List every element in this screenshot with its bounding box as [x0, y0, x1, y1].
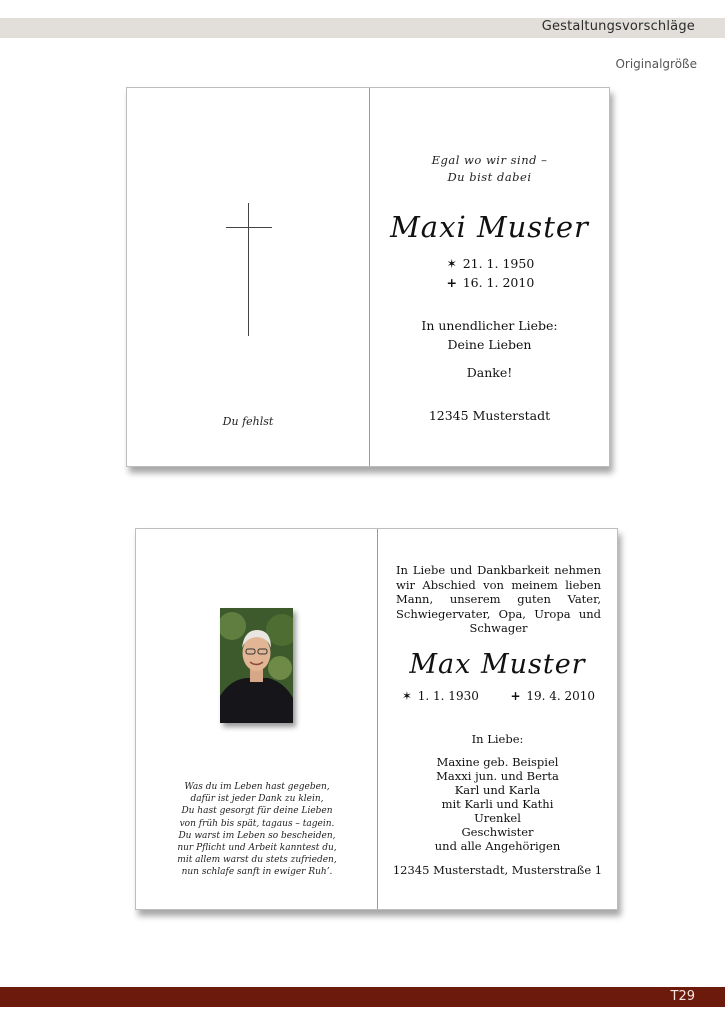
mourner-line: Maxxi jun. und Berta — [436, 769, 559, 783]
poem-line: von früh bis spät, tagaus – tagein. — [179, 818, 335, 829]
card2-right-panel — [378, 529, 617, 909]
mourner-line: Maxine geb. Beispiel — [436, 755, 559, 769]
poem-line: Du warst im Leben so bescheiden, — [178, 830, 336, 841]
life-dates — [370, 254, 609, 292]
motto-line-2: Du bist dabei — [447, 170, 532, 184]
motto — [370, 152, 609, 186]
life-dates — [378, 689, 617, 703]
birth-date: 21. 1. 1950 — [462, 256, 535, 271]
mourners-list — [378, 755, 617, 853]
death-cross-icon: + — [510, 689, 521, 703]
mourner-line: Urenkel — [474, 811, 521, 825]
deceased-name: Max Muster — [409, 649, 586, 680]
farewell-intro: In Liebe und Dankbarkeit nehmen wir Abschied von meinem lieben Mann, unserem guten Vater, Schwiegervater, Opa, Uropa und Schwager — [396, 563, 601, 635]
death-date: 16. 1. 2010 — [462, 275, 535, 290]
birth-line — [370, 254, 609, 273]
portrait-illustration — [220, 608, 293, 723]
in-love-heading: In Liebe: — [471, 732, 524, 746]
card1-right-panel — [370, 88, 609, 466]
mourner-line: mit Karli und Kathi — [441, 797, 554, 811]
birth-star-icon: ✶ — [401, 689, 412, 703]
thanks-text: Danke! — [466, 365, 513, 380]
mourner-line: und alle Angehörigen — [434, 839, 561, 853]
mourner-line: Karl und Karla — [454, 783, 541, 797]
size-note: Originalgröße — [615, 57, 697, 71]
love-line-2: Deine Lieben — [447, 337, 532, 352]
death-line — [370, 273, 609, 292]
death-cross-icon: + — [446, 275, 457, 290]
poem-line: nun schlafe sanft in ewiger Ruh’. — [181, 867, 333, 878]
portrait-photo — [220, 608, 293, 723]
deceased-name: Maxi Muster — [390, 210, 589, 244]
city-text: 12345 Musterstadt — [428, 408, 551, 423]
poem-line: nur Pflicht und Arbeit kanntest du, — [177, 843, 337, 854]
header-band — [0, 18, 725, 38]
love-line-1: In unendlicher Liebe: — [421, 318, 558, 333]
poem-line: dafür ist jeder Dank zu klein, — [190, 794, 324, 805]
motto-line-1: Egal wo wir sind – — [431, 153, 548, 167]
poem-line: mit allem warst du stets zufrieden, — [177, 855, 337, 866]
birth-star-icon: ✶ — [446, 256, 457, 271]
page-code: T29 — [670, 989, 695, 1004]
poem — [136, 781, 378, 879]
death-date: 19. 4. 2010 — [526, 689, 596, 703]
cross-horizontal-bar — [226, 227, 272, 228]
mourner-line: Geschwister — [461, 825, 534, 839]
left-caption: Du fehlst — [222, 415, 274, 428]
design-card-1 — [126, 87, 610, 467]
design-card-2 — [135, 528, 618, 910]
address-text: 12345 Musterstadt, Musterstraße 1 — [392, 863, 603, 877]
header-title: Gestaltungsvorschläge — [541, 19, 695, 34]
footer-band — [0, 987, 725, 1007]
cross-vertical-bar — [248, 203, 249, 336]
poem-line: Du hast gesorgt für deine Lieben — [181, 806, 333, 817]
birth-date: 1. 1. 1930 — [417, 689, 479, 703]
love-block — [370, 316, 609, 354]
poem-line: Was du im Leben hast gegeben, — [184, 782, 330, 792]
